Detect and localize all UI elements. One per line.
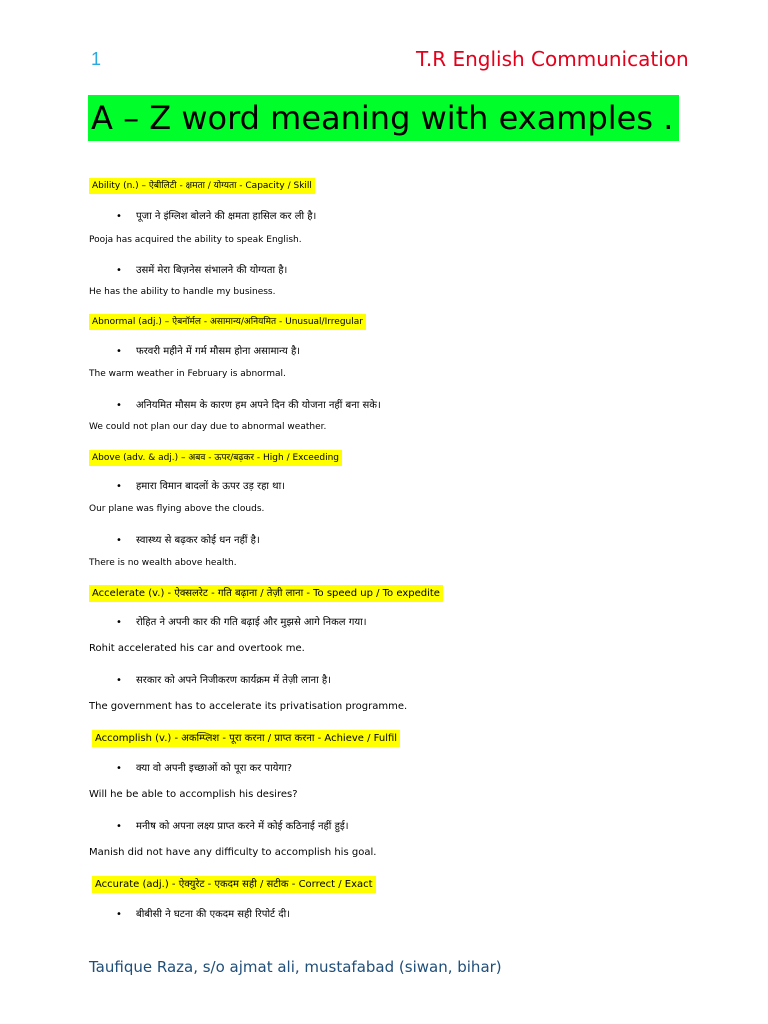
english-example: The government has to accelerate its privatisation programme. [89,701,408,712]
hindi-example: रोहित ने अपनी कार की गति बढ़ाई और मुझसे आगे निकल गया। [136,617,367,628]
english-example: He has the ability to handle my business. [89,287,276,297]
bullet-icon: • [116,535,122,546]
bullet-item [116,208,316,222]
bullet-icon: • [116,400,122,411]
header-title: T.R English Communication [416,47,689,71]
bullet-icon: • [116,675,122,686]
bullet-item [116,262,287,276]
page-number: 1 [91,49,102,69]
bullet-icon: • [116,909,122,920]
bullet-icon: • [116,763,122,774]
bullet-item [116,760,292,774]
hindi-example: मनीष को अपना लक्ष्य प्राप्त करने में कोई कठिनाई नहीं हुई। [136,821,349,832]
bullet-icon: • [116,346,122,357]
english-example: Manish did not have any difficulty to accomplish his goal. [89,847,377,858]
english-example: Pooja has acquired the ability to speak English. [89,235,302,245]
footer-credit: Taufique Raza, s/o ajmat ali, mustafabad (siwan, bihar) [89,958,502,976]
bullet-item [116,818,349,832]
hindi-example: पूजा ने इंग्लिश बोलने की क्षमता हासिल कर ली है। [136,211,317,222]
english-example: The warm weather in February is abnormal. [89,369,286,379]
english-example: We could not plan our day due to abnormal weather. [89,422,327,432]
english-example: Our plane was flying above the clouds. [89,504,265,514]
entry-heading: Accelerate (v.) - ऐक्सलरेट - गति बढ़ाना / तेज़ी लाना - To speed up / To expedite [89,585,443,602]
bullet-item [116,478,285,492]
bullet-item [116,343,300,357]
hindi-example: स्वास्थ्य से बढ़कर कोई धन नहीं है। [136,535,260,546]
entry-heading: Abnormal (adj.) – ऐबनॉर्मल - असामान्य/अनियमित - Unusual/Irregular [89,314,366,330]
entry-heading: Accurate (adj.) - ऐक्युरेट - एकदम सही / सटीक - Correct / Exact [92,876,376,893]
english-example: There is no wealth above health. [89,558,237,568]
entry-heading: Accomplish (v.) - अकम्प्लिश - पूरा करना / प्राप्त करना - Achieve / Fulfil [92,730,400,747]
english-example: Will he be able to accomplish his desires? [89,789,298,800]
english-example: Rohit accelerated his car and overtook me. [89,643,305,654]
hindi-example: बीबीसी ने घटना की एकदम सही रिपोर्ट दी। [136,909,290,920]
bullet-icon: • [116,821,122,832]
hindi-example: सरकार को अपने निजीकरण कार्यक्रम में तेज़ी लाना है। [136,675,331,686]
bullet-item [116,906,290,920]
entry-heading: Ability (n.) – ऐबीलिटी - क्षमता / योग्यता - Capacity / Skill [89,178,315,194]
bullet-icon: • [116,211,122,222]
hindi-example: क्या वो अपनी इच्छाओं को पूरा कर पायेगा? [136,763,293,774]
hindi-example: उसमें मेरा बिज़नेस संभालने की योग्यता है। [136,265,288,276]
bullet-item [116,672,331,686]
hindi-example: अनियमित मौसम के कारण हम अपने दिन की योजना नहीं बना सके। [136,400,381,411]
bullet-item [116,532,260,546]
bullet-item [116,614,367,628]
bullet-icon: • [116,265,122,276]
bullet-item [116,397,381,411]
bullet-icon: • [116,481,122,492]
entry-heading: Above (adv. & adj.) – अबव - ऊपर/बढ़कर - High / Exceeding [89,450,342,466]
main-title: A – Z word meaning with examples . [88,95,679,141]
hindi-example: फरवरी महीने में गर्म मौसम होना असामान्य है। [136,346,301,357]
bullet-icon: • [116,617,122,628]
hindi-example: हमारा विमान बादलों के ऊपर उड़ रहा था। [136,481,285,492]
